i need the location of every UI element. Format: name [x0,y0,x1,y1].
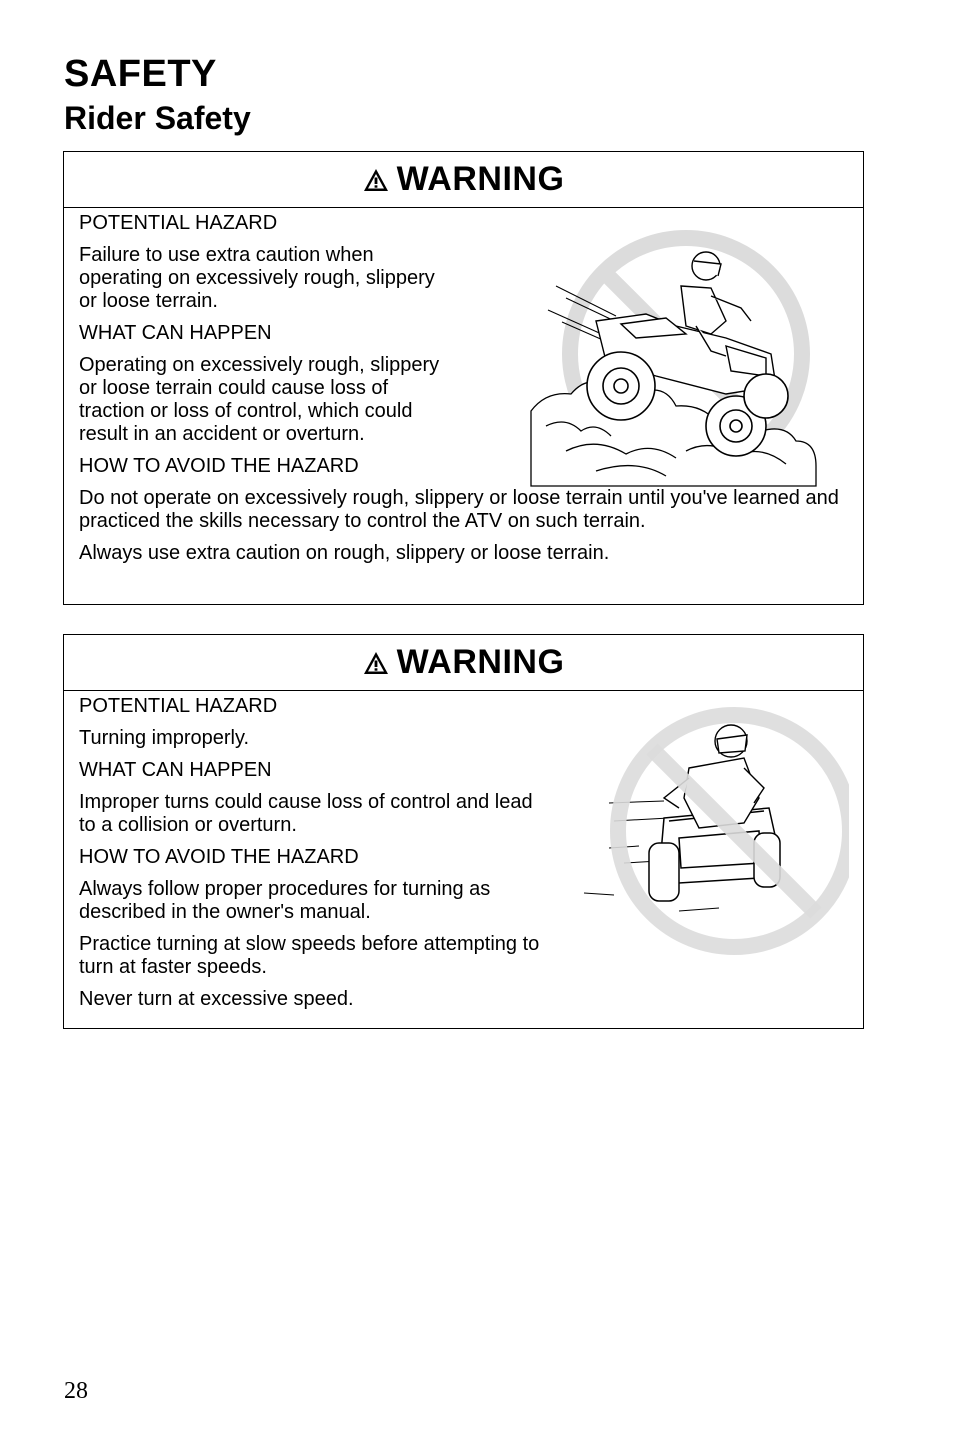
atv-rough-terrain-illustration [526,226,826,506]
avoid-text: Always follow proper procedures for turning as described in the owner's manual. [79,878,491,923]
warning-box-rough-terrain [63,151,864,605]
what-can-happen-text: Improper turns could cause loss of control and lead to a collision or overturn. [79,791,533,836]
warning-title: WARNING [396,160,565,198]
page-number: 28 [64,1378,88,1404]
subsection-title: Rider Safety [64,100,251,136]
warning-header [64,152,863,208]
how-to-avoid-label: HOW TO AVOID THE HAZARD [79,846,359,868]
potential-hazard-label: POTENTIAL HAZARD [79,212,278,234]
hazard-text: Turning improperly. [79,727,250,749]
avoid-text: Do not operate on excessively rough, slippery or loose terrain until you've learned and practiced the skills necessary to control the ATV on such terrain. [79,487,839,532]
warning-header [64,635,863,691]
avoid-text: Always use extra caution on rough, slippery or loose terrain. [79,542,610,564]
atv-turning-illustration [569,703,849,963]
warning-box-turning [63,634,864,1029]
warning-triangle-icon [363,651,389,675]
avoid-text: Never turn at excessive speed. [79,988,354,1010]
how-to-avoid-label: HOW TO AVOID THE HAZARD [79,455,359,477]
warning-triangle-icon [363,168,389,192]
warning-title: WARNING [396,643,565,681]
potential-hazard-label: POTENTIAL HAZARD [79,695,278,717]
what-can-happen-label: WHAT CAN HAPPEN [79,759,272,781]
hazard-text: Failure to use extra caution when operating on excessively rough, slippery or loose terrain. [79,244,435,312]
avoid-text: Practice turning at slow speeds before attempting to turn at faster speeds. [79,933,540,978]
what-can-happen-label: WHAT CAN HAPPEN [79,322,272,344]
what-can-happen-text: Operating on excessively rough, slippery or loose terrain could cause loss of traction or loss of control, which could result in an accident or overturn. [79,354,440,445]
section-title: SAFETY [64,53,217,95]
